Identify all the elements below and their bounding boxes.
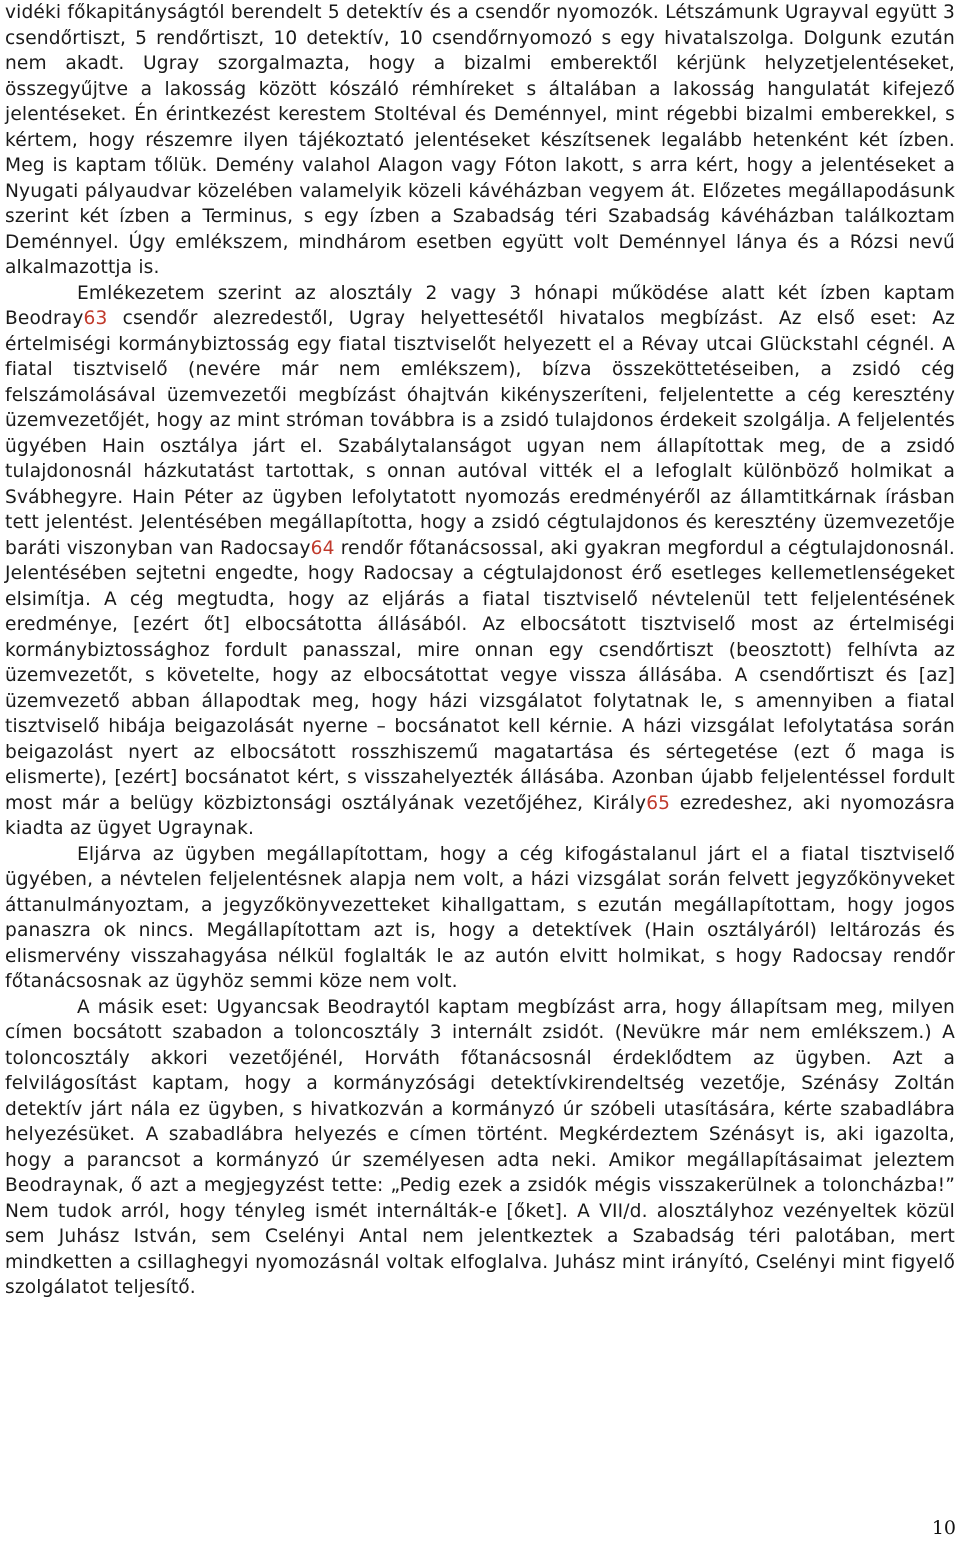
page-number: 10 (931, 1517, 956, 1539)
paragraph-text: Eljárva az ügyben megállapítottam, hogy a cég kifogástalanul járt el a fiatal tisztviselő ügyében, a névtelen feljelentésnek alapja nem volt, a házi vizsgálat során felvett jegyzőkönyveket áttanulmányoztam, a jegyzőkönyvezetteket kihallgattam, s ezután megállapítottam, hogy jogos panaszra ok nincs. Megállapítottam azt is, hogy a detektívek (Hain osztályáról) leltározás és elismervény visszahagyása nélkül foglalták le az autón elvitt holmikat, s hogy Radocsay rendőr főtanácsosnak az ügyhöz semmi köze nem volt. (5, 843, 955, 992)
paragraph-text: rendőr főtanácsossal, aki gyakran megfordul a cégtulajdonosnál. Jelentésében sejtetni engedte, hogy Radocsay a cégtulajdonost érő esetleges kellemetlenségeket elsimítja. A cég megtudta, hogy az eljárás a fiatal tisztviselő névtelenül tett feljelentésének eredménye, [ezért őt] elbocsátotta állásából. Az elbocsátott tisztviselő most az értelmiségi kormánybiztossághoz fordult panasszal, mire onnan egy csendőrtiszt (beosztott) felhívta az üzemvezetőt, s követelte, hogy az elbocsátottat vegye vissza állásába. A csendőrtiszt és [az] üzemvezető abban állapodtak meg, hogy házi vizsgálatot folytatnak le, s amennyiben a fiatal tisztviselő hibája beigazolását nyerne – bocsánatot kell kérnie. A házi vizsgálat lefolytatása során beigazolást nyert az elbocsátott rosszhiszemű magatartása és sértegetése (ezt ő maga is elismerte), [ezért] bocsánatot kért, s visszahelyezték állásába. Azonban újabb feljelentéssel fordult most már a belügy közbiztonsági osztályának vezetőjéhez, Király (5, 537, 955, 814)
paragraph-text: Emlékezetem szerint az alosztály 2 vagy 3 hónapi működése alatt két ízben kaptam Beodray (5, 282, 955, 329)
paragraph-text: vidéki főkapitányságtól berendelt 5 detektív és a csendőr nyomozók. Létszámunk Ugrayval együtt 3 csendőrtiszt, 5 rendőrtiszt, 10 detektív, 10 csendőrnyomozó s egy hivatalszolga. Dolgunk ezután nem akadt. Ugray szorgalmazta, hogy a bizalmi emberektől kérjünk helyzetjelentéseket, összegyűjtve a lakosság között kószáló rémhíreket s általában a lakosság hangulatát kifejező jelentéseket. Én érintkezést kerestem Stoltéval és Deménnyel, mint régebbi bizalmi emberekkel, s kértem, hogy részemre ilyen tájékoztató jelentéseket készítsenek legalább hetenként két ízben. Meg is kaptam tőlük. Demény valahol Alagon vagy Fóton lakott, s arra kért, hogy a jelentéseket a Nyugati pályaudvar közelében valamelyik közeli kávéházban vegyem át. Előzetes megállapodásunk szerint két ízben a Terminus, s egy ízben a Szabadság téri Szabadság kávéházban találkoztam Deménnyel. Úgy emlékszem, mindhárom esetben együtt volt Deménnyel lánya és a Rózsi nevű alkalmazottja is. (5, 2, 955, 278)
paragraph (5, 281, 955, 842)
footnote-reference: 64 (310, 537, 335, 559)
paragraph (5, 995, 955, 1301)
paragraph-text: ezredeshez, aki nyomozásra kiadta az ügyet Ugraynak. (5, 792, 955, 839)
paragraph-text: A másik eset: Ugyancsak Beodraytól kaptam megbízást arra, hogy állapítsam meg, milyen címen bocsátott szabadon a toloncosztály 3 internált zsidót. (Nevükre már nem emlékszem.) A toloncosztály akkori vezetőjénél, Horváth főtanácsosnál érdeklődtem az ügyben. Azt a felvilágosítást kaptam, hogy a kormányzósági detektívkirendeltség vezetője, Szénásy Zoltán detektív járt nála ez ügyben, s hivatkozván a kormányzó úr szóbeli utasítására, kérte szabadlábra helyezésüket. A szabadlábra helyezés e címen történt. Megkérdeztem Szénásyt is, aki igazolta, hogy a parancsot a kormányzó úr személyesen adta neki. Amikor megállapításaimat jeleztem Beodraynak, ő azt a megjegyzést tette: „Pedig ezek a zsidók mégis visszakerülnek a toloncházba!” Nem tudok arról, hogy tényleg ismét internálták-e [őket]. A VII/d. alosztályhoz vezényeltek közül sem Juhász István, sem Cselényi Antal nem jelentkeztek a Szabadság téri palotában, mert mindketten a csillaghegyi nyomozásnál voltak elfoglalva. Juhász mint irányító, Cselényi mint figyelő szolgálatot teljesítő. (5, 996, 955, 1298)
document-page (5, 0, 955, 1301)
paragraph (5, 0, 955, 281)
footnote-reference: 63 (83, 308, 108, 329)
paragraph (5, 842, 955, 995)
paragraph-text: csendőr alezredestől, Ugray helyettesétől hivatalos megbízást. Az első eset: Az értelmiségi kormánybiztosság egy fiatal tisztviselőt helyezett el a Révay utcai Glückstahl cégnél. A fiatal tisztviselő (nevére már nem emlékszem), bízva összeköttetéseiben, a zsidó cég felszámolásával üzemvezetői megbízást óhajtván kikényszeríteni, feljelentette a cég keresztény üzemvezetőjét, hogy az mint stróman továbbra is a zsidó tulajdonos érdekeit szolgálja. A feljelentés ügyében Hain osztálya járt el. Szabálytalanságot ugyan nem állapítottak meg, de a zsidó tulajdonosnál házkutatást tartottak, s onnan autóval vitték el a lefoglalt különböző holmikat a Svábhegyre. Hain Péter az ügyben lefolytatott nyomozás eredményéről az államtitkárnak írásban tett jelentést. Jelentésében megállapította, hogy a zsidó cégtulajdonos és keresztény üzemvezetője baráti viszonyban van Radocsay (5, 308, 955, 559)
footnote-reference: 65 (646, 792, 671, 814)
body-text (5, 0, 955, 1301)
